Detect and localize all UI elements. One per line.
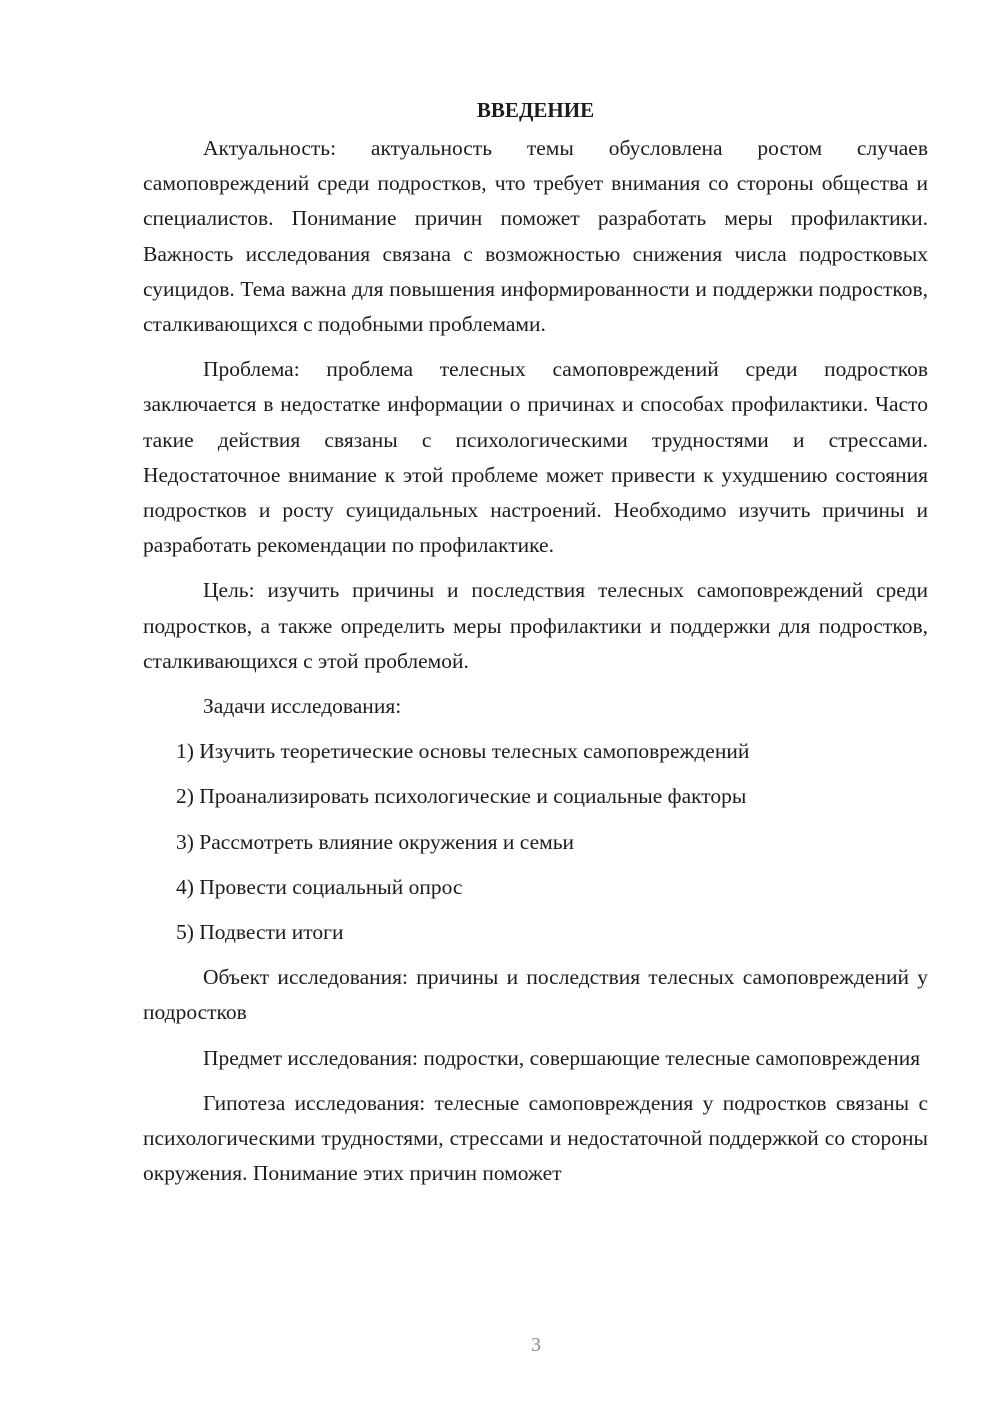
paragraph-object: Объект исследования: причины и последствия телесных самоповреждений у подростков: [143, 965, 928, 1025]
tasks-heading: Задачи исследования:: [203, 694, 402, 719]
task-item: 1) Изучить теоретические основы телесных самоповреждений: [176, 739, 750, 764]
paragraph-relevance: Актуальность: актуальность темы обусловлена ростом случаев самоповреждений среди подростков, что требует внимания со стороны общества и специалистов. Понимание причин поможет разработать меры профилактики. Важность исследования связана с возможностью снижения числа подростковых суицидов. Тема важна для повышения информированности и поддержки подростков, сталкивающихся с подобными проблемами.: [143, 136, 928, 337]
task-item: 5) Подвести итоги: [176, 920, 344, 945]
page-number: 3: [531, 1334, 541, 1356]
paragraph-problem: Проблема: проблема телесных самоповреждений среди подростков заключается в недостатке информации о причинах и способах профилактики. Часто такие действия связаны с психологическими трудностями и стрессами. Недостаточное внимание к этой проблеме может привести к ухудшению состояния подростков и росту суицидальных настроений. Необходимо изучить причины и разработать рекомендации по профилактике.: [143, 357, 928, 558]
task-item: 2) Проанализировать психологические и социальные факторы: [176, 784, 747, 809]
task-item: 3) Рассмотреть влияние окружения и семьи: [176, 829, 575, 854]
task-item: 4) Провести социальный опрос: [176, 874, 463, 899]
paragraph-subject: Предмет исследования: подростки, совершающие телесные самоповреждения: [203, 1045, 921, 1070]
page-title: ВВЕДЕНИЕ: [476, 98, 595, 122]
document-page: [143, 96, 928, 1201]
paragraph-hypothesis: Гипотеза исследования: телесные самоповреждения у подростков связаны с психологическими трудностями, стрессами и недостаточной поддержкой со стороны окружения. Понимание этих причин поможет: [143, 1090, 928, 1186]
paragraph-goal: Цель: изучить причины и последствия телесных самоповреждений среди подростков, а также определить меры профилактики и поддержки для подростков, сталкивающихся с этой проблемой.: [143, 578, 928, 673]
